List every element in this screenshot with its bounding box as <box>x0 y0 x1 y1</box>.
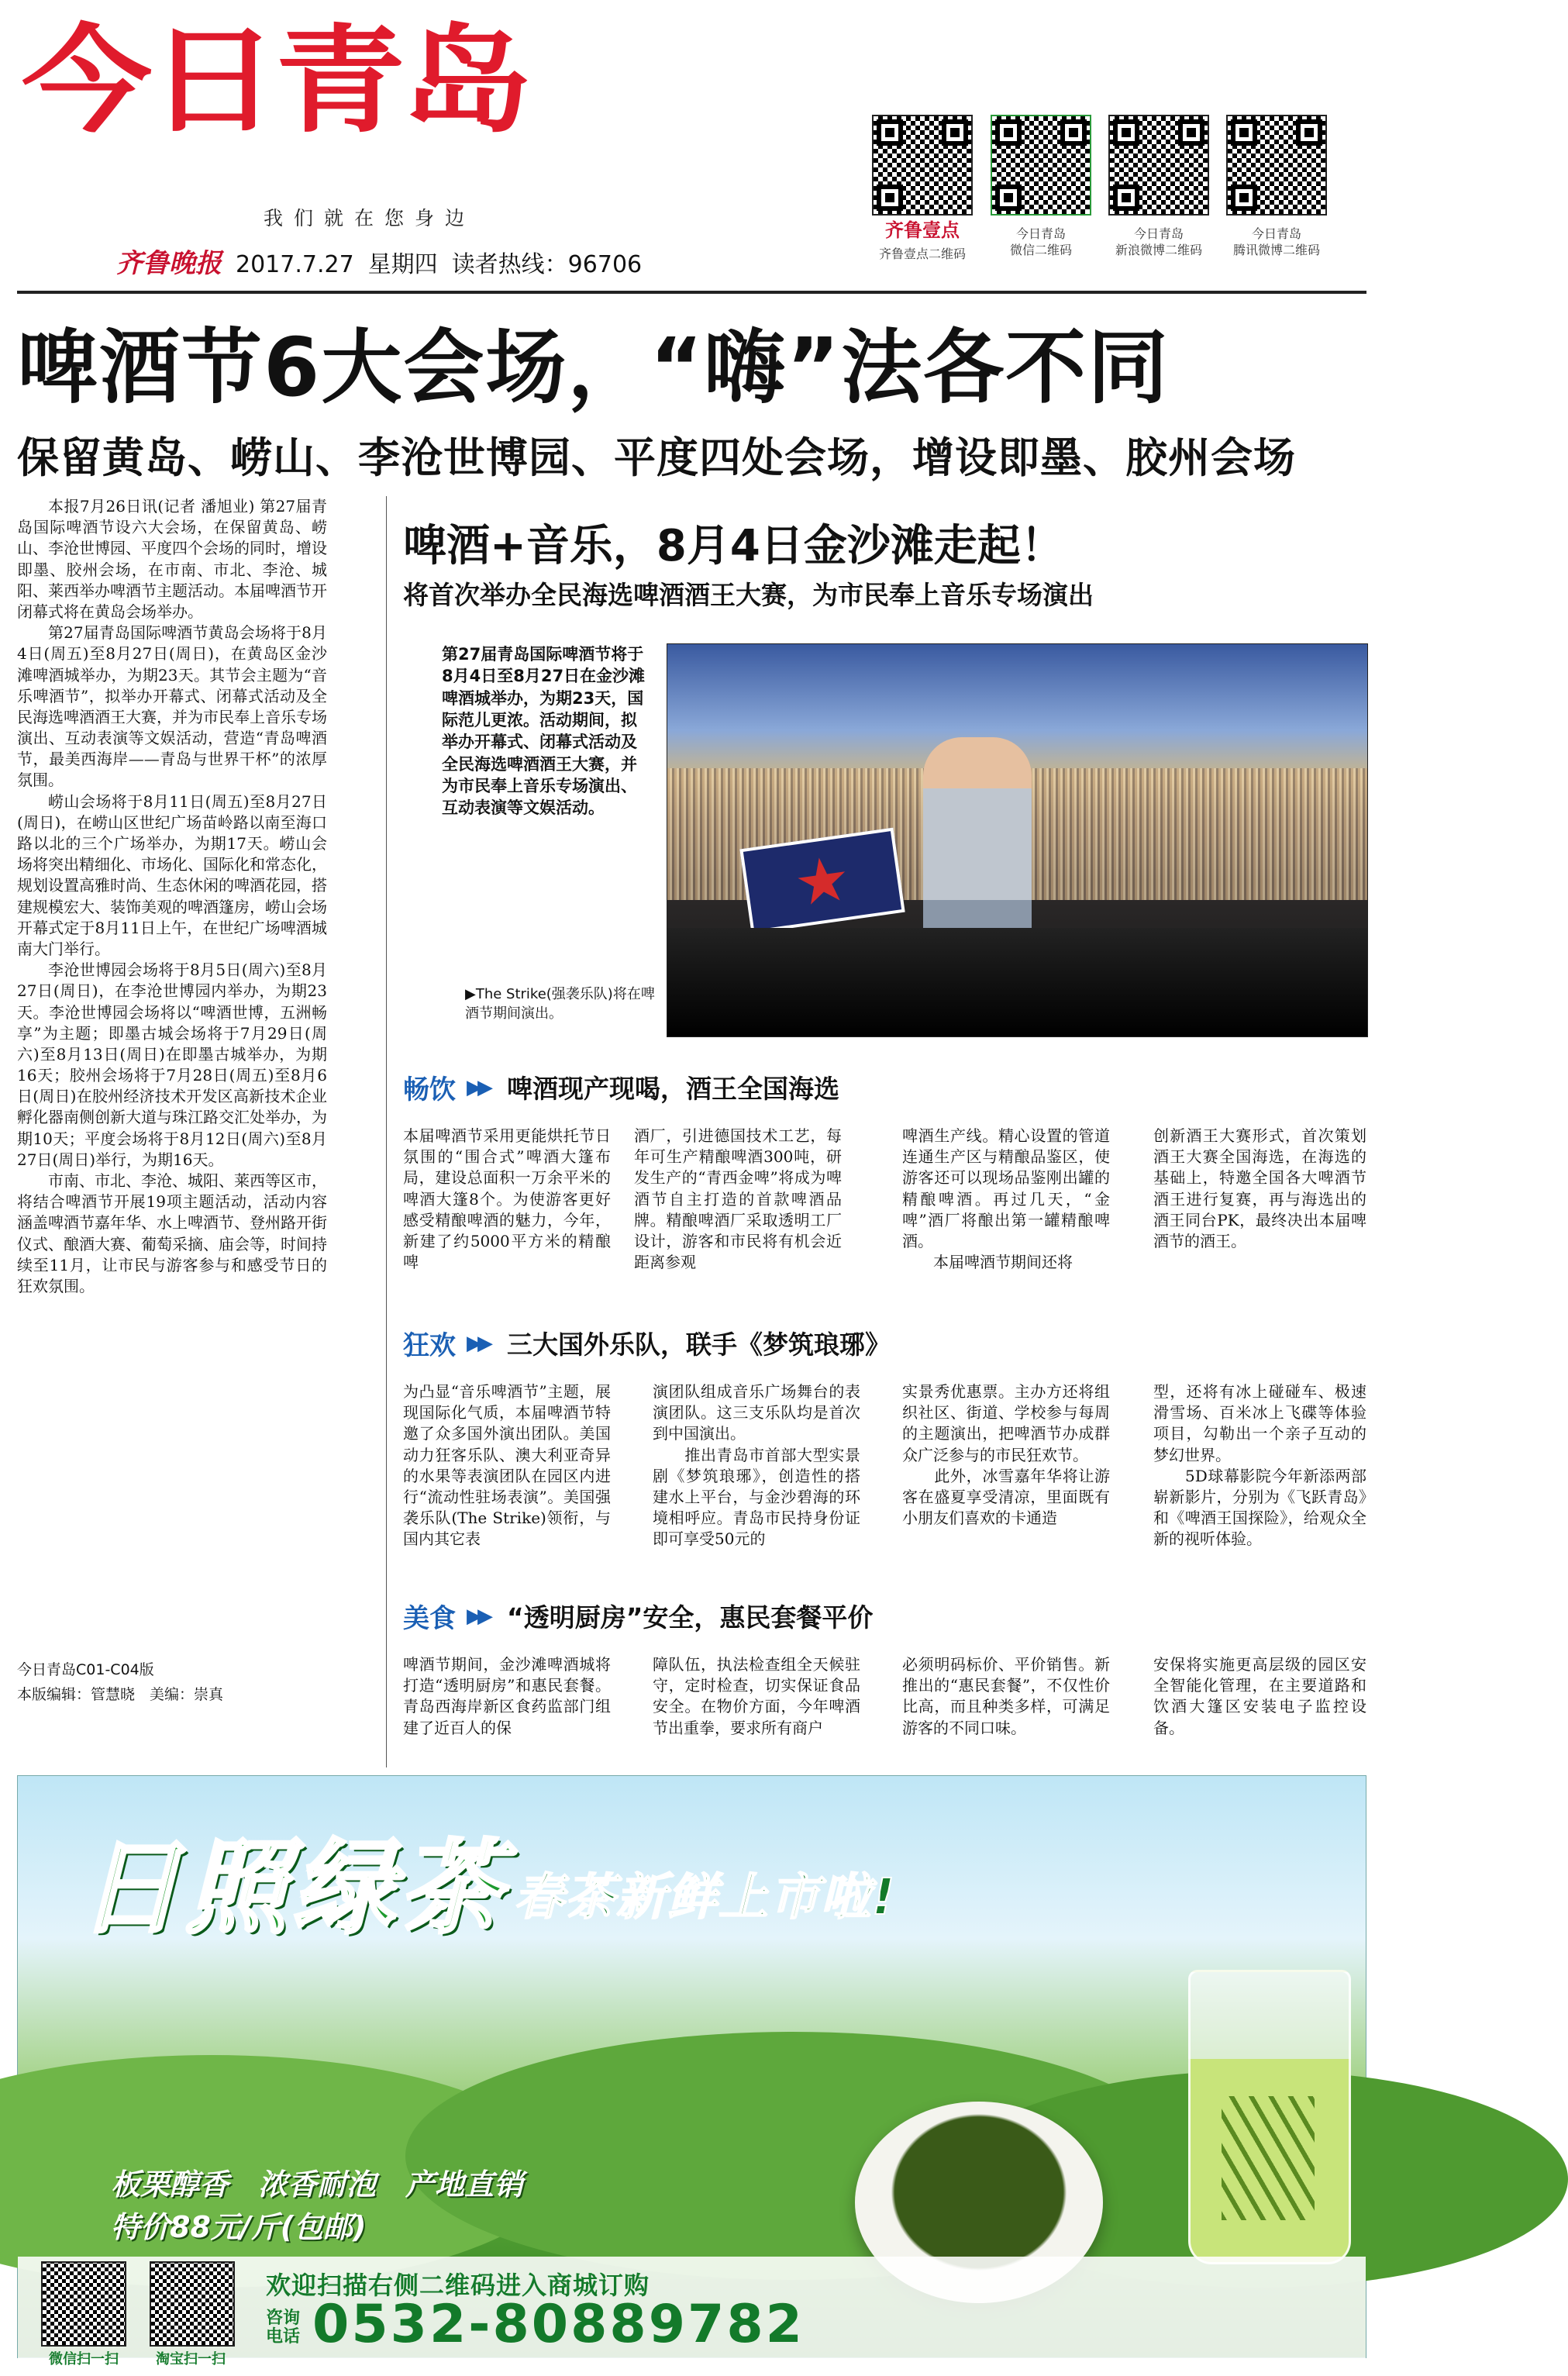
ad-qr-caption: 淘宝扫一扫 <box>156 2351 226 2367</box>
section-header-food <box>403 1597 873 1635</box>
section-title: 啤酒现产现喝，酒王全国海选 <box>507 1074 839 1104</box>
ad-features <box>111 2164 523 2249</box>
left-paragraph: 市南、市北、李沧、城阳、莱西等区市，将结合啤酒节开展19项主题活动，活动内容涵盖啤酒节嘉年华、水上啤酒节、登州路开街仪式、酿酒大赛、葡萄采摘、庙会等，时间持续至11月，让市民与游客参与和感受节日的狂欢氛围。 <box>17 1171 327 1295</box>
editor-credits: 本版编辑：管慧晓 美编：崇真 <box>17 1686 224 1703</box>
ad-phone-number[interactable]: 0532-80889782 <box>312 2294 805 2355</box>
issue-date: 2017.7.27 <box>236 251 354 278</box>
edition-label: 今日青岛C01-C04版 <box>17 1661 154 1678</box>
brand-logo: 齐鲁晚报 <box>116 248 222 279</box>
photo-caption: ▶The Strike(强袭乐队)将在啤酒节期间演出。 <box>465 986 655 1022</box>
qr-code-tencent-weibo[interactable] <box>1226 115 1327 216</box>
arrow-icon: ▶▶ <box>467 1604 488 1628</box>
section-column: 创新酒王大赛形式，首次策划酒王大赛全国海选，在海选的基础上，特邀全国各大啤酒节酒王进行复赛，再与海选出的酒王同台PK，最终决出本届啤酒节的酒王。 <box>1153 1126 1366 1250</box>
qr-caption-2: 今日青岛 微信二维码 <box>1009 226 1072 257</box>
ad-title: 日照绿茶 <box>78 1829 506 1948</box>
ad-qr-wechat[interactable] <box>41 2261 126 2347</box>
column-divider <box>386 496 387 1767</box>
arrow-icon: ▶▶ <box>467 1331 488 1355</box>
qr-code-sina-weibo[interactable] <box>1108 115 1209 216</box>
section-column: 本届啤酒节采用更能烘托节日氛围的“围合式”啤酒大篷布局，建设总面积一万余平米的啤酒大篷8个。为使游客更好感受精酿啤酒的魅力，今年，新建了约5000平方米的精酿啤 <box>403 1126 611 1272</box>
section-column: 实景秀优惠票。主办方还将组织社区、街道、学校参与每周的主题演出，把啤酒节办成群众广泛参与的市民狂欢节。 此外，冰雪嘉年华将让游客在盛夏享受清凉，里面既有小朋友们喜欢的卡通造 <box>902 1382 1110 1528</box>
ad-qr-taobao[interactable] <box>150 2261 235 2347</box>
feature-lead: 第27届青岛国际啤酒节将于8月4日至8月27日在金沙滩啤酒城举办，为期23天，国际范儿更浓。活动期间，拟举办开幕式、闭幕式活动及全民海选啤酒酒王大赛，并为市民奉上音乐专场演出、互动表演等文娱活动。 <box>442 645 646 818</box>
issue-weekday: 星期四 <box>367 251 438 278</box>
arrow-icon: ▶▶ <box>467 1075 488 1099</box>
concert-photo <box>667 643 1368 1037</box>
section-column: 障队伍，执法检查组全天候驻守，定时检查，切实保证食品安全。在物价方面，今年啤酒节出重拳，要求所有商户 <box>653 1655 860 1737</box>
dateline <box>116 242 642 280</box>
section-tag: 美食 <box>403 1603 456 1634</box>
qilu-logo-text: 齐鲁壹点 <box>885 219 960 241</box>
left-paragraph: 李沧世博园会场将于8月5日(周六)至8月27日(周日)，在李沧世博园内举办，为期23天。李沧世博园会场将以“啤酒世博，五洲畅享”为主题；即墨古城会场将于7月29日(周六)至8月13日(周日)在即墨古城举办，为期16天；胶州会场将于7月28日(周五)至8月6日(周日)在胶州经济技术开发区高新技术企业孵化器南侧创新大道与珠江路交汇处举办，为期10天；平度会场将于8月12日(周六)至8月27日(周日)举行，为期16天。 <box>17 960 327 1169</box>
ad-price: 特价88元/斤(包邮) <box>111 2210 367 2245</box>
qr-caption-4: 今日青岛 腾讯微博二维码 <box>1232 226 1320 257</box>
left-paragraph: 本报7月26日讯(记者 潘旭业) 第27届青岛国际啤酒节设六大会场，在保留黄岛、崂山、李沧世博园、平度四个会场的同时，增设即墨、胶州会场，在市南、市北、李沧、城阳、莱西举办啤酒节主题活动。本届啤酒节开闭幕式将在黄岛会场举办。 <box>17 497 327 621</box>
tea-advertisement <box>17 1775 1366 2367</box>
qr-caption-3: 今日青岛 新浪微博二维码 <box>1115 226 1202 257</box>
tea-glass-image <box>1188 1970 1351 2264</box>
section-tag: 畅饮 <box>403 1074 456 1105</box>
section-column: 安保将实施更高层级的园区安全智能化管理，在主要道路和饮酒大篷区安装电子监控设备。 <box>1153 1655 1366 1737</box>
section-column: 啤酒生产线。精心设置的管道连通生产区与精酿品鉴区，使游客还可以现场品鉴刚出罐的精酿啤酒。再过几天，“金啤”酒厂将酿出第一罐精酿啤酒。 本届啤酒节期间还将 <box>902 1126 1110 1272</box>
section-column: 为凸显“音乐啤酒节”主题，展现国际化气质，本届啤酒节特邀了众多国外演出团队。美国动力狂客乐队、澳大利亚奇异的水果等表演团队在园区内进行“流动性驻场表演”。美国强袭乐队(The Strike)领衔，与国内其它表 <box>403 1382 611 1549</box>
section-column: 演团队组成音乐广场舞台的表演团队。这三支乐队均是首次到中国演出。 推出青岛市首部大型实景剧《梦筑琅琊》，创造性的搭建水上平台，与金沙碧海的环境相呼应。青岛市民持身份证即可享受50元的 <box>653 1382 860 1549</box>
section-column: 必须明码标价、平价销售。新推出的“惠民套餐”，不仅性价比高，而且种类多样，可满足游客的不同口味。 <box>902 1655 1110 1737</box>
qr-code-qilu[interactable] <box>872 115 973 216</box>
feature-subtitle: 将首次举办全民海选啤酒酒王大赛，为市民奉上音乐专场演出 <box>403 580 1094 610</box>
qr-code-wechat[interactable] <box>991 115 1091 216</box>
section-column: 酒厂，引进德国技术工艺，每年可生产精酿啤酒300吨，研发生产的“青西金啤”将成为啤酒节自主打造的首款啤酒品牌。精酿啤酒厂采取透明工厂设计，游客和市民将有机会近距离参观 <box>634 1126 842 1272</box>
section-title: 三大国外乐队，联手《梦筑琅琊》 <box>507 1329 891 1360</box>
newspaper-logo: 今日青岛 <box>22 14 529 149</box>
ad-feature-line: 板栗醇香 浓香耐泡 产地直销 <box>111 2167 524 2202</box>
qr-caption-1: 齐鲁壹点二维码 <box>878 247 966 261</box>
left-article <box>17 496 327 1297</box>
ad-scan-text: 欢迎扫描右侧二维码进入商城订购 <box>266 2271 650 2300</box>
left-paragraph: 崂山会场将于8月11日(周五)至8月27日(周日)，在崂山区世纪广场苗岭路以南至海口路以北的三个广场举办，为期17天。崂山会场将突出精细化、市场化、国际化和常态化，规划设置高雅时尚、生态休闲的啤酒花园，搭建规模宏大、装饰美观的啤酒篷房，崂山会场开幕式定于8月11日上午，在世纪广场啤酒城南大门举行。 <box>17 791 327 958</box>
main-headline: 啤酒节6大会场，“嗨”法各不同 <box>17 320 1170 415</box>
left-paragraph: 第27届青岛国际啤酒节黄岛会场将于8月4日(周五)至8月27日(周日)，在黄岛区金沙滩啤酒城举办，为期23天。其节会主题为“音乐啤酒节”，拟举办开幕式、闭幕式活动及全民海选啤酒酒王大赛，并为市民奉上音乐专场演出、互动表演等文娱活动，营造“青岛啤酒节，最美西海岸——青岛与世界干杯”的浓厚氛围。 <box>17 623 327 790</box>
section-column: 啤酒节期间，金沙滩啤酒城将打造“透明厨房”和惠民套餐。青岛西海岸新区食药监部门组建了近百人的保 <box>403 1655 611 1737</box>
section-column: 型，还将有冰上碰碰车、极速滑雪场、百米冰上飞碟等体验项目，勾勒出一个亲子互动的梦幻世界。 5D球幕影院今年新添两部崭新影片，分别为《飞跃青岛》和《啤酒王国探险》，给观众全新的视听体验。 <box>1153 1382 1366 1549</box>
feature-title: 啤酒+音乐，8月4日金沙滩走起！ <box>403 521 1064 571</box>
reader-hotline: 读者热线：96706 <box>451 251 643 278</box>
ad-qr-caption: 微信扫一扫 <box>49 2351 119 2367</box>
masthead-divider <box>17 291 1366 294</box>
section-title: “透明厨房”安全，惠民套餐平价 <box>507 1602 874 1633</box>
masthead-slogan: 我们就在您身边 <box>264 207 476 229</box>
ad-slogan: 春茶新鲜上市啦! <box>514 1869 897 1926</box>
section-header-carnival <box>403 1324 891 1362</box>
sub-headline: 保留黄岛、崂山、李沧世博园、平度四处会场，增设即墨、胶州会场 <box>17 433 1296 482</box>
section-header-drink <box>403 1068 839 1106</box>
section-tag: 狂欢 <box>403 1330 456 1361</box>
ad-phone-label: 咨询电话 <box>266 2309 301 2347</box>
